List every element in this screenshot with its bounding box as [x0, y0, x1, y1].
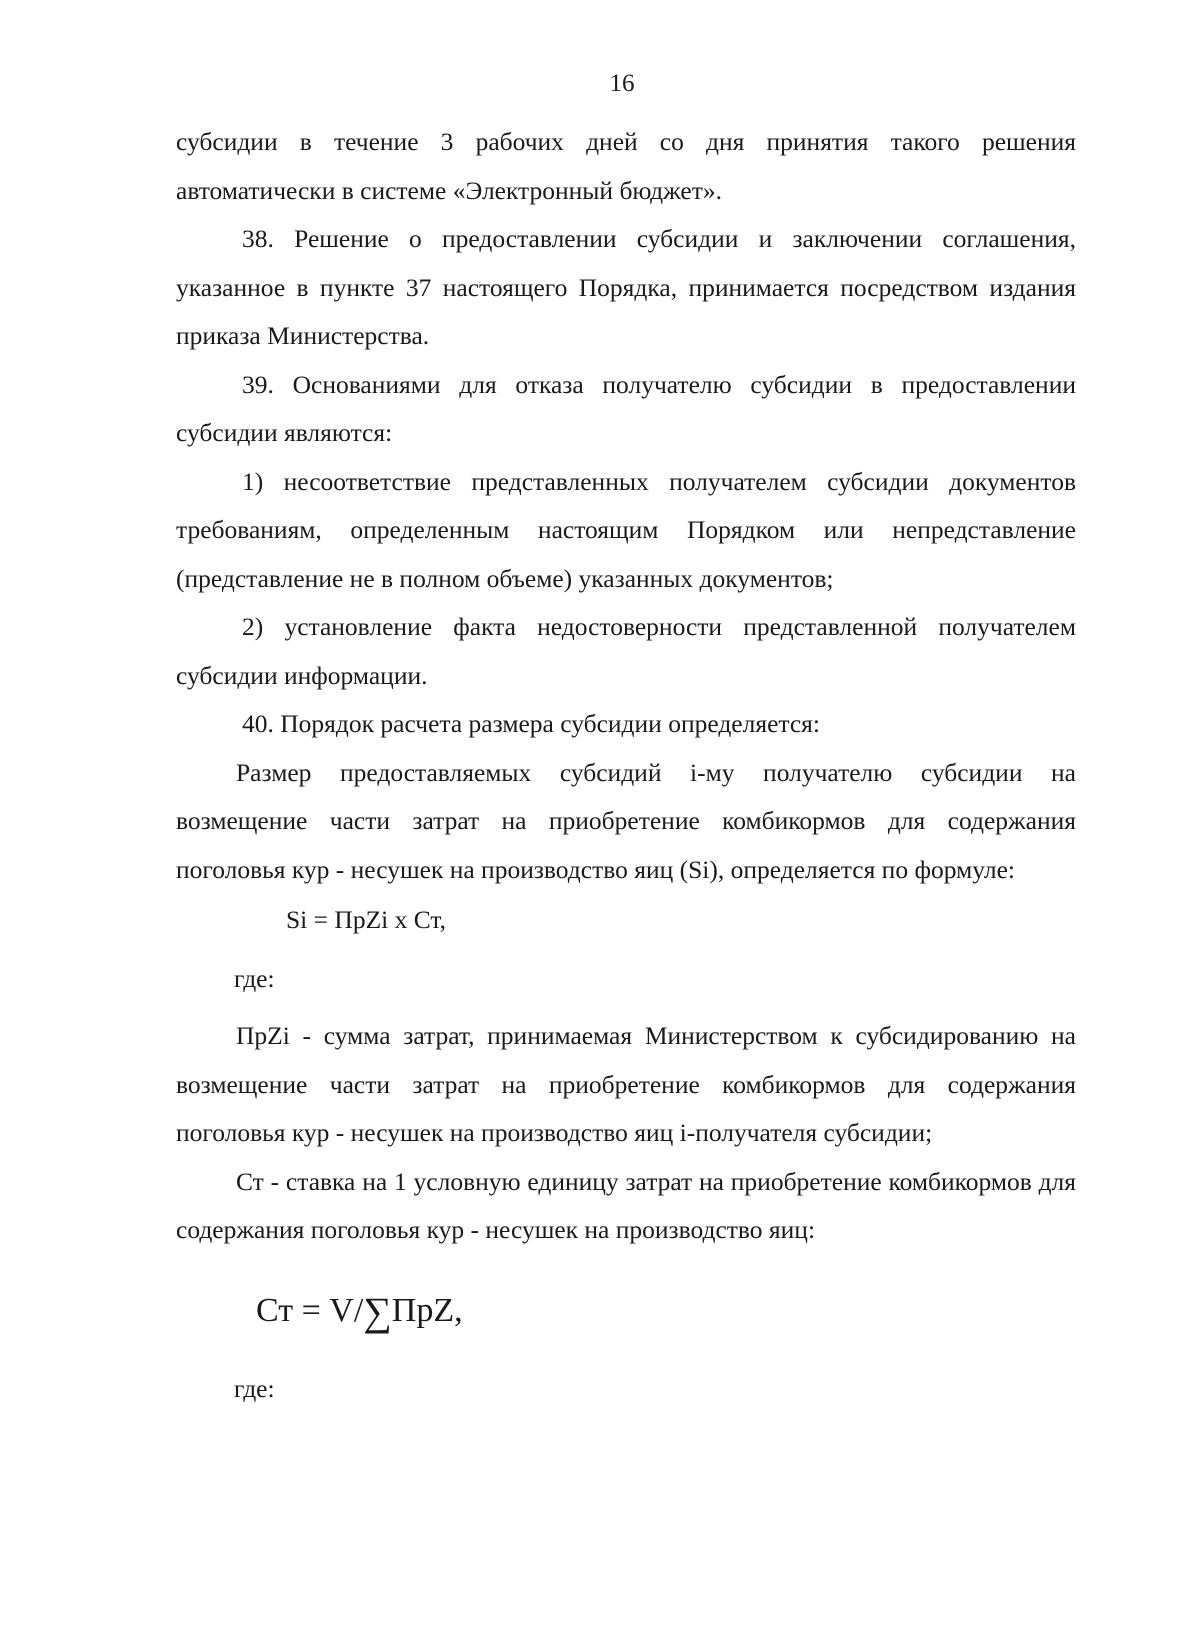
paragraph-38: 38. Решение о предоставлении субсидии и заключении соглашения, указанное в пункте 37 настоящего Порядка, принимается посредством издания приказа Министерства.: [176, 224, 1076, 350]
page-number: 16: [609, 70, 635, 97]
paragraph-39-item-2: 2) установление факта недостоверности представленной получателем субсидии информации.: [176, 612, 1076, 690]
formula-st-right: ПрZ,: [391, 1291, 463, 1329]
where-label-2: где:: [234, 1373, 275, 1403]
paragraph-40: 40. Порядок расчета размера субсидии определяется:: [242, 709, 820, 738]
formula-si: Si = ПрZi x Ст,: [286, 905, 446, 934]
paragraph-39: 39. Основаниями для отказа получателю субсидии в предоставлении субсидии являются:: [176, 369, 1076, 447]
formula-st-left: Ст = V/: [256, 1291, 364, 1329]
paragraph-39-item-1: 1) несоответствие представленных получателем субсидии документов требованиям, определенным настоящим Порядком или непредставление (представление не в полном объеме) указанных документов;: [176, 466, 1076, 593]
formula-st: [176, 1255, 1076, 1365]
definition-st: Ст - ставка на 1 условную единицу затрат на приобретение комбикормов для содержания поголовья кур - несушек на производство яиц:: [176, 1166, 1076, 1244]
where-label-1: где:: [234, 964, 275, 993]
sigma-symbol: ∑: [363, 1288, 392, 1334]
document-body: [176, 118, 1076, 1413]
definition-przi: ПрZi - сумма затрат, принимаемая Министерством к субсидированию на возмещение части затрат на приобретение комбикормов для содержания поголовья кур - несушек на производство яиц i-получателя субсидии;: [176, 1021, 1076, 1147]
paragraph-40-text: Размер предоставляемых субсидий i-му получателю субсидии на возмещение части затрат на приобретение комбикормов для содержания поголовья кур - несушек на производство яиц (Si), определяется по формуле:: [176, 757, 1076, 884]
paragraph-continuation: субсидии в течение 3 рабочих дней со дня принятия такого решения автоматически в системе «Электронный бюджет».: [176, 127, 1076, 205]
